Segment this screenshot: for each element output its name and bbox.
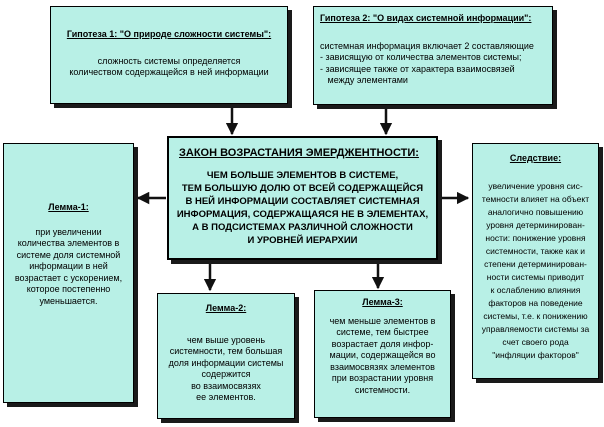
lemma-2-box — [157, 293, 295, 419]
corollary-text: увеличение уровня сис- темности влияет на объект аналогично повышению уровня детерминирован- ности: понижение уровня системности, также как и степени детерминирован- ности системы приводит к ослаблению влияния факторов на поведение системы, т.е. к понижению управляемости системы за счет своего рода "инфляции факторов" — [481, 180, 590, 360]
law-box — [167, 136, 438, 260]
corollary-box — [472, 143, 599, 379]
lemma-1-title: Лемма-1: — [48, 202, 89, 212]
lemma-3-text: чем меньше элементов в системе, тем быстрее возрастает доля инфор- мации, содержащейся во взаимосвязях элементов при возрастании уровня системности. — [329, 315, 436, 395]
hypothesis-2-text: системная информация включает 2 составляющие - зависящую от количества элементов системы; - зависящее также от характера взаимосвязей между элементами — [320, 40, 534, 85]
lemma-1-text: при увеличении количества элементов в системе доля системной информации в ней возрастает с ускорением, которое постепенно уменьшается. — [14, 226, 123, 306]
lemma-2-text: чем выше уровень системности, тем большая доля информации системы содержится во взаимосвязях ее элементов. — [168, 334, 284, 402]
lemma-3-box — [314, 290, 451, 418]
hypothesis-2-title: Гипотеза 2: "О видах системной информации": — [320, 13, 532, 23]
lemma-3-title: Лемма-3: — [362, 297, 403, 307]
lemma-1-box — [3, 143, 134, 403]
law-title: ЗАКОН ВОЗРАСТАНИЯ ЭМЕРДЖЕНТНОСТИ: — [179, 147, 419, 159]
hypothesis-1-title: Гипотеза 1: "О природе сложности системы": — [66, 29, 272, 39]
lemma-2-title: Лемма-2: — [205, 303, 247, 313]
hypothesis-2-box — [313, 6, 553, 105]
hypothesis-1-box — [50, 6, 288, 104]
law-text: ЧЕМ БОЛЬШЕ ЭЛЕМЕНТОВ В СИСТЕМЕ, ТЕМ БОЛЬШУЮ ДОЛЮ ОТ ВСЕЙ СОДЕРЖАЩЕЙСЯ В НЕЙ ИНФОРМАЦИИ СОСТАВЛЯЕТ СИСТЕМНАЯ ИНФОРМАЦИЯ, СОДЕРЖАЩАЯСЯ НЕ В ЭЛЕМЕНТАХ, А В ПОДСИСТЕМАХ РАЗЛИЧНОЙ СЛОЖНОСТИ И УРОВНЕЙ ИЕРАРХИИ — [176, 170, 429, 246]
hypothesis-1-text: сложность системы определяется количеством содержащейся в ней информации — [69, 55, 269, 77]
corollary-title: Следствие: — [509, 153, 562, 163]
